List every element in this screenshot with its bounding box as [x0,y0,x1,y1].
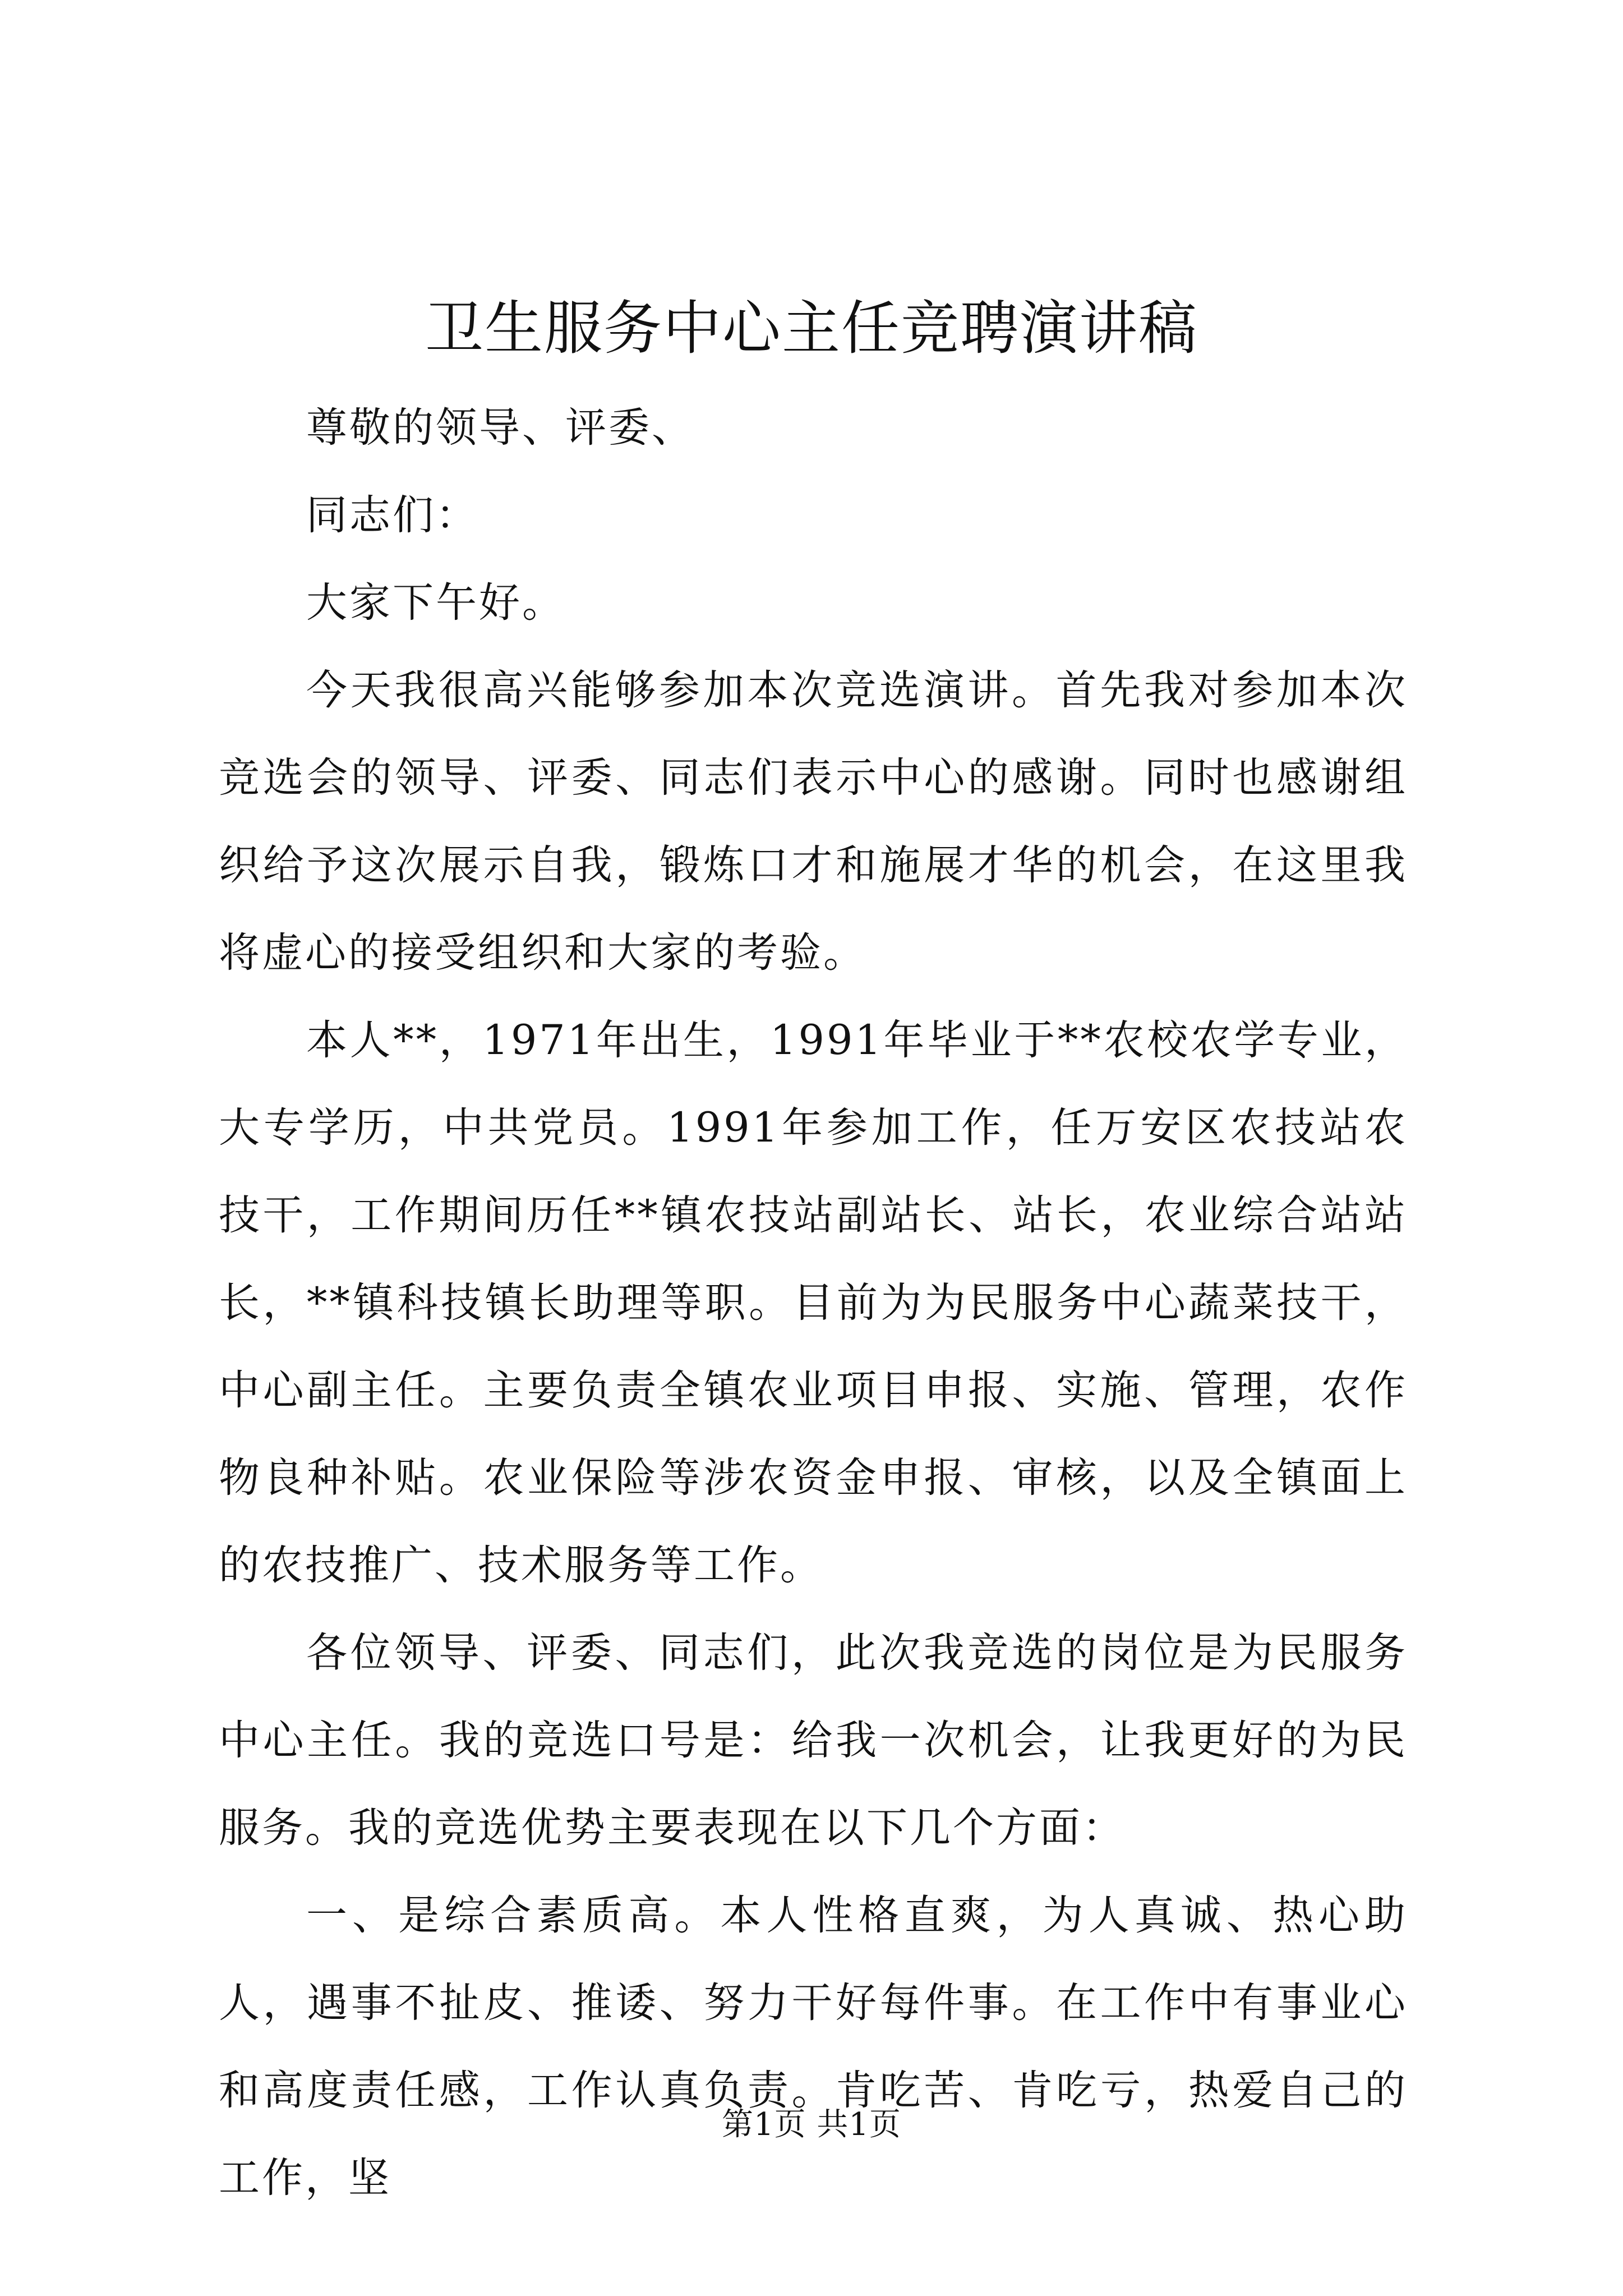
paragraph-advantage-one: 一、是综合素质高。本人性格直爽，为人真诚、热心助人，遇事不扯皮、推诿、努力干好每件事。在工作中有事业心和高度责任感，工作认真负责。肯吃苦、肯吃亏，热爱自己的工作，坚 [219,1892,1408,2202]
paragraph-salutation-2: 同志们： [306,491,479,539]
paragraph-greeting: 大家下午好。 [306,579,565,627]
page-footer: 第1页 共1页 [721,2106,902,2143]
document-body [219,384,1408,2222]
paragraph-self-introduction: 本人**，1971年出生，1991年毕业于**农校农学专业，大专学历，中共党员。1991年参加工作，任万安区农技站农技干，工作期间历任**镇农技站副站长、站长，农业综合站站长，**镇科技镇长助理等职。目前为为民服务中心蔬菜技干，中心副主任。主要负责全镇农业项目申报、实施、管理，农作物良种补贴。农业保险等涉农资金申报、审核，以及全镇面上的农技推广、技术服务等工作。 [219,1016,1408,1589]
paragraph-salutation-1: 尊敬的领导、评委、 [306,404,695,452]
paragraph-opening: 今天我很高兴能够参加本次竞选演讲。首先我对参加本次竞选会的领导、评委、同志们表示中心的感谢。同时也感谢组织给予这次展示自我，锻炼口才和施展才华的机会，在这里我将虚心的接受组织和大家的考验。 [219,666,1408,977]
document-title: 卫生服务中心主任竞聘演讲稿 [425,294,1198,362]
paragraph-position: 各位领导、评委、同志们，此次我竞选的岗位是为民服务中心主任。我的竞选口号是：给我一次机会，让我更好的为民服务。我的竞选优势主要表现在以下几个方面： [219,1629,1408,1852]
